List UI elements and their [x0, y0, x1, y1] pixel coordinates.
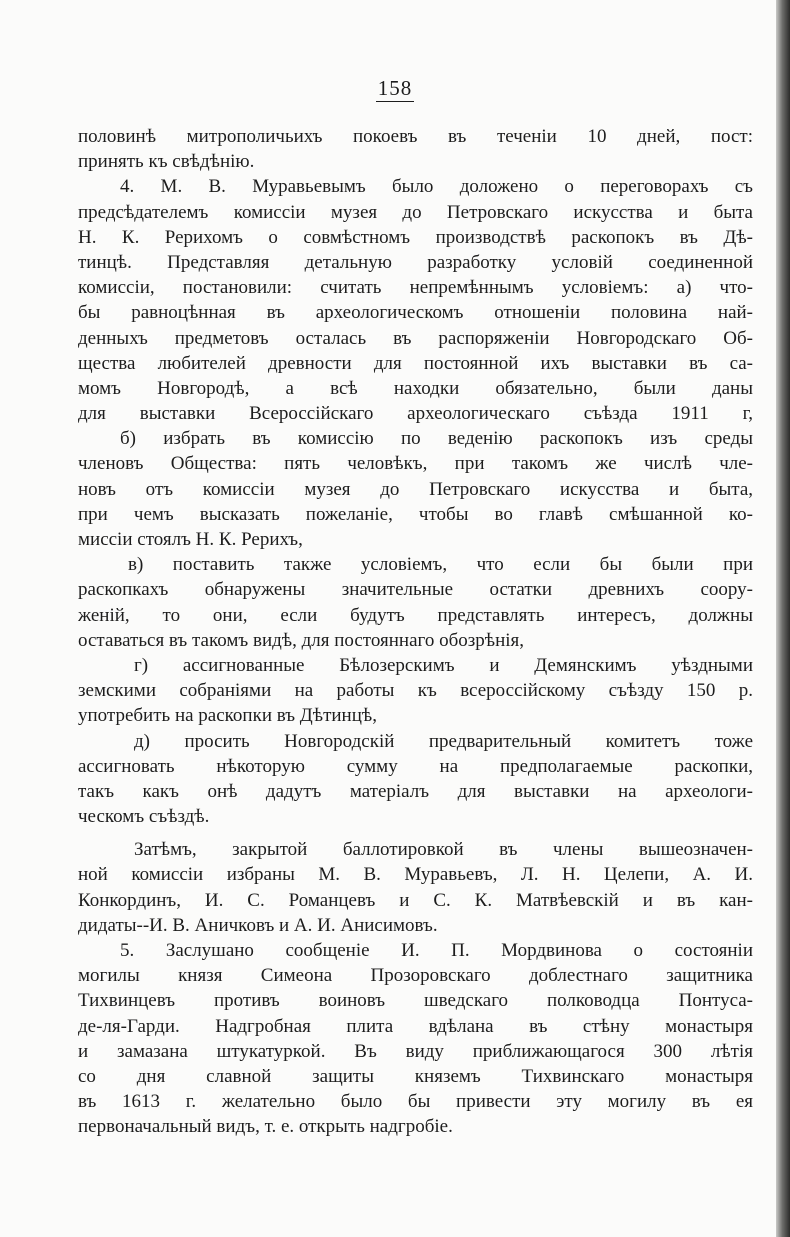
page-number-text: 158 — [377, 76, 413, 100]
text-line: ассигновать нѣкоторую сумму на предполагаемые раскопки, — [78, 755, 753, 777]
text-line: в) поставить также условіемъ, что если бы были при — [128, 554, 753, 576]
text-line: денныхъ предметовъ осталась въ распоряженіи Новгородскаго Об- — [78, 327, 753, 349]
text-line: б) избрать въ комиссію по веденію раскопокъ изъ среды — [120, 428, 753, 450]
text-line: дидаты--И. В. Аничковъ и А. И. Анисимовъ. — [78, 914, 438, 936]
text-line: щества любителей древности для постоянной ихъ выставки въ са- — [78, 352, 753, 374]
text-line: первоначальный видъ, т. е. открыть надгробіе. — [78, 1116, 453, 1138]
text-line: употребить на раскопки въ Дѣтинцѣ, — [78, 705, 377, 727]
document-body — [78, 124, 753, 1140]
text-line: членовъ Общества: пять человѣкъ, при такомъ же числѣ чле- — [78, 453, 753, 475]
text-line: бы равноцѣнная въ археологическомъ отношеніи половина най- — [78, 302, 753, 324]
text-line: для выставки Всероссійскаго археологическаго съѣзда 1911 г, — [78, 403, 753, 425]
text-line: Конкординъ, И. С. Романцевъ и С. К. Матвѣевскій и въ кан- — [78, 889, 753, 911]
text-line: новъ отъ комиссіи музея до Петровскаго искусства и быта, — [78, 478, 753, 500]
text-line: комиссіи, постановили: считать непремѣннымъ условіемъ: а) что- — [78, 277, 753, 299]
text-line: 5. Заслушано сообщеніе И. П. Мордвинова о состояніи — [120, 940, 753, 961]
text-line: де-ля-Гарди. Надгробная плита вдѣлана въ стѣну монастыря — [78, 1015, 753, 1037]
text-line: ной комиссіи избраны М. В. Муравьевъ, Л. Н. Целепи, А. И. — [78, 864, 753, 886]
text-line: д) просить Новгородскій предварительный комитетъ тоже — [134, 730, 753, 752]
text-line: такъ какъ онѣ дадутъ матеріалъ для выставки на археологи- — [78, 780, 753, 802]
text-line: Н. К. Рерихомъ о совмѣстномъ производствѣ раскопокъ въ Дѣ- — [78, 226, 753, 248]
text-line: Тихвинцевъ противъ воиновъ шведскаго полководца Понтуса- — [78, 990, 753, 1012]
text-line: г) ассигнованные Бѣлозерскимъ и Демянскимъ уѣздными — [134, 654, 753, 676]
text-line: со дня славной защиты княземъ Тихвинскаго монастыря — [78, 1065, 753, 1087]
text-line: оставаться въ такомъ видѣ, для постояннаго обозрѣнія, — [78, 629, 524, 651]
text-line: 4. М. В. Муравьевымъ было доложено о переговорахъ съ — [120, 176, 753, 198]
text-line: предсѣдателемъ комиссіи музея до Петровскаго искусства и быта — [78, 201, 753, 223]
text-line: Затѣмъ, закрытой баллотировкой въ члены вышеозначен- — [134, 839, 753, 861]
text-line: могилы князя Симеона Прозоровскаго доблестнаго защитника — [78, 965, 753, 987]
text-line: земскими собраніями на работы къ всероссійскому съѣзду 150 р. — [78, 680, 753, 702]
page-number — [0, 76, 790, 101]
text-line: половинѣ митрополичьихъ покоевъ въ теченіи 10 дней, пост: — [78, 126, 753, 147]
text-line: въ 1613 г. желательно было бы привести эту могилу въ ея — [78, 1091, 753, 1113]
text-line: ческомъ съѣздѣ. — [78, 806, 210, 828]
text-line: принять къ свѣдѣнію. — [78, 151, 255, 173]
text-line: женій, то они, если будутъ представлять интересъ, должны — [78, 604, 753, 626]
text-line: и замазана штукатуркой. Въ виду приближающагося 300 лѣтія — [78, 1040, 753, 1062]
page-edge-shadow — [776, 0, 790, 1237]
text-line: раскопкахъ обнаружены значительные остатки древнихъ соору- — [78, 579, 753, 601]
text-line: миссіи стоялъ Н. К. Рерихъ, — [78, 529, 303, 550]
text-line: при чемъ высказать пожеланіе, чтобы во главѣ смѣшанной ко- — [78, 503, 753, 525]
text-line: тинцѣ. Представляя детальную разработку условій соединенной — [78, 251, 753, 273]
text-line: момъ Новгородѣ, а всѣ находки обязательно, были даны — [78, 377, 753, 399]
